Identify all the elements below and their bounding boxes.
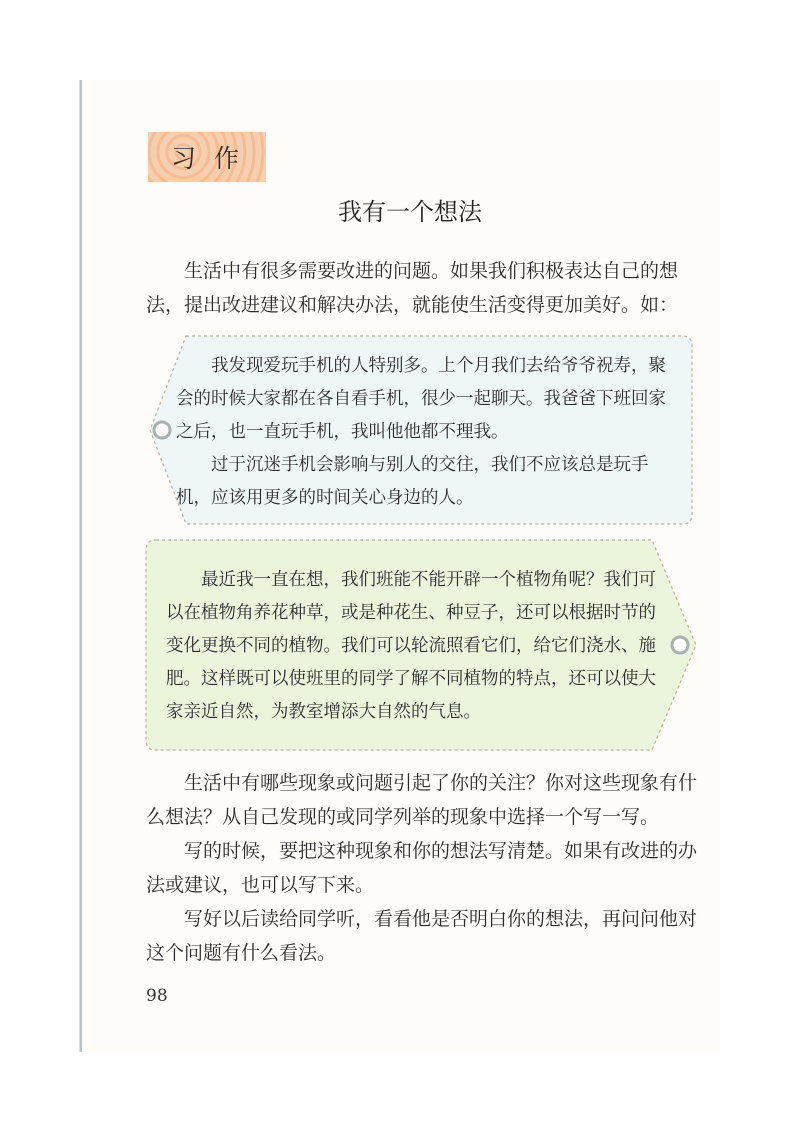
instruction-paragraph-1: 生活中有哪些现象或问题引起了你的关注？你对这些现象有什么想法？从自己发现的或同学列举的现象中选择一个写一写。 xyxy=(146,772,698,828)
example-card-2 xyxy=(144,538,698,752)
instruction-paragraph-2: 写的时候，要把这种现象和你的想法写清楚。如果有改进的办法或建议，也可以写下来。 xyxy=(146,840,698,896)
example-1-paragraph-1: 我发现爱玩手机的人特别多。上个月我们去给爷爷祝寿，聚会的时候大家都在各自看手机，很少一起聊天。我爸爸下班回家之后，也一直玩手机，我叫他他都不理我。 xyxy=(176,356,666,442)
page-number: 98 xyxy=(146,986,168,1006)
intro-text: 生活中有很多需要改进的问题。如果我们积极表达自己的想法，提出改进建议和解决办法，就能使生活变得更加美好。如： xyxy=(146,260,679,316)
example-1-paragraph-2: 过于沉迷手机会影响与别人的交往，我们不应该总是玩手机，应该用更多的时间关心身边的人。 xyxy=(176,455,649,508)
instruction-paragraph-3: 写好以后读给同学听，看看他是否明白你的想法，再问问他对这个问题有什么看法。 xyxy=(146,908,698,964)
example-card-2-text xyxy=(166,564,666,729)
instructions xyxy=(146,766,706,970)
section-tag: 习作 xyxy=(148,132,266,182)
page-title: 我有一个想法 xyxy=(338,198,482,226)
example-card-1-text xyxy=(176,350,676,515)
example-card-1 xyxy=(146,334,694,526)
example-2-paragraph-1: 最近我一直在想，我们班能不能开辟一个植物角呢？我们可以在植物角养花种草，或是种花生、种豆子，还可以根据时节的变化更换不同的植物。我们可以轮流照看它们，给它们浇水、施肥。这样既可以使班里的同学了解不同植物的特点，还可以使大家亲近自然，为教室增添大自然的气息。 xyxy=(166,570,656,722)
intro-paragraph xyxy=(146,254,706,322)
